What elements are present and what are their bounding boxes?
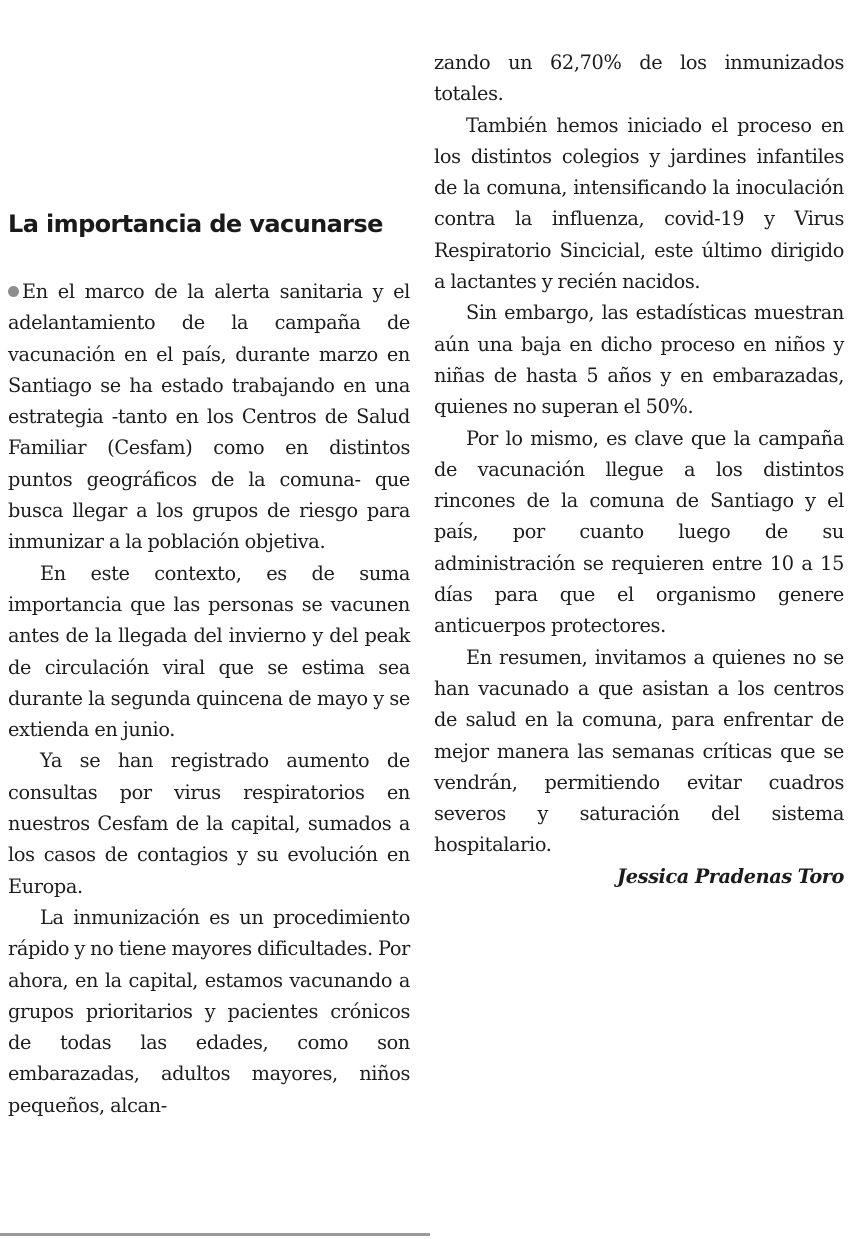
bottom-rule bbox=[0, 1233, 430, 1236]
article-paragraph: Sin embargo, las estadísticas muestran aún una baja en dicho proceso en niños y niñas de hasta 5 años y en embarazadas, quienes no superan el 50%. bbox=[434, 301, 844, 419]
right-column-top-space bbox=[434, 0, 844, 47]
article-paragraph: En este contexto, es de suma importancia que las personas se vacunen antes de la llegada del invierno y del peak de circulación viral que se estima sea durante la segunda quincena de mayo y se extienda en junio. bbox=[8, 561, 410, 742]
article-column-left bbox=[8, 0, 410, 1121]
article-signature: Jessica Pradenas Toro bbox=[617, 864, 844, 888]
article-column-right bbox=[434, 0, 844, 892]
article-paragraph: En resumen, invitamos a quienes no se han vacunado a que asistan a los centros de salud en la comuna, para enfrentar de mejor manera las semanas críticas que se vendrán, permitiendo evitar cuadros severos y saturación del sistema hospitalario. bbox=[434, 645, 844, 857]
left-column-top-space bbox=[8, 0, 410, 276]
article-paragraph: Ya se han registrado aumento de consultas por virus respiratorios en nuestros Cesfam de la capital, sumados a los casos de contagios y su evolución en Europa. bbox=[8, 749, 410, 898]
article-headline: La importancia de vacunarse bbox=[8, 210, 383, 238]
article-paragraph: Por lo mismo, es clave que la campaña de vacunación llegue a los distintos rincones de la comuna de Santiago y el país, por cuanto luego de su administración se requieren entre 10 a 15 días para que el organismo genere anticuerpos protectores. bbox=[434, 426, 844, 638]
article-paragraph: La inmunización es un procedimiento rápido y no tiene mayores dificultades. Por ahora, en la capital, estamos vacunando a grupos prioritarios y pacientes crónicos de todas las edades, como son embarazadas, adultos mayores, niños pequeños, alcan- bbox=[8, 905, 411, 1117]
bullet-icon bbox=[8, 286, 19, 297]
article-paragraph: En el marco de la alerta sanitaria y el adelantamiento de la campaña de vacunación en el país, durante marzo en Santiago se ha estado trabajando en una estrategia -tanto en los Centros de Salud Familiar (Cesfam) como en distintos puntos geográficos de la comuna- que busca llegar a los grupos de riesgo para inmunizar a la población objetiva. bbox=[8, 280, 410, 554]
article-paragraph: También hemos iniciado el proceso en los distintos colegios y jardines infantiles de la comuna, intensificando la inoculación contra la influenza, covid-19 y Virus Respiratorio Sincicial, este último dirigido a lactantes y recién nacidos. bbox=[434, 113, 844, 294]
article-paragraph: zando un 62,70% de los inmunizados totales. bbox=[434, 51, 844, 106]
